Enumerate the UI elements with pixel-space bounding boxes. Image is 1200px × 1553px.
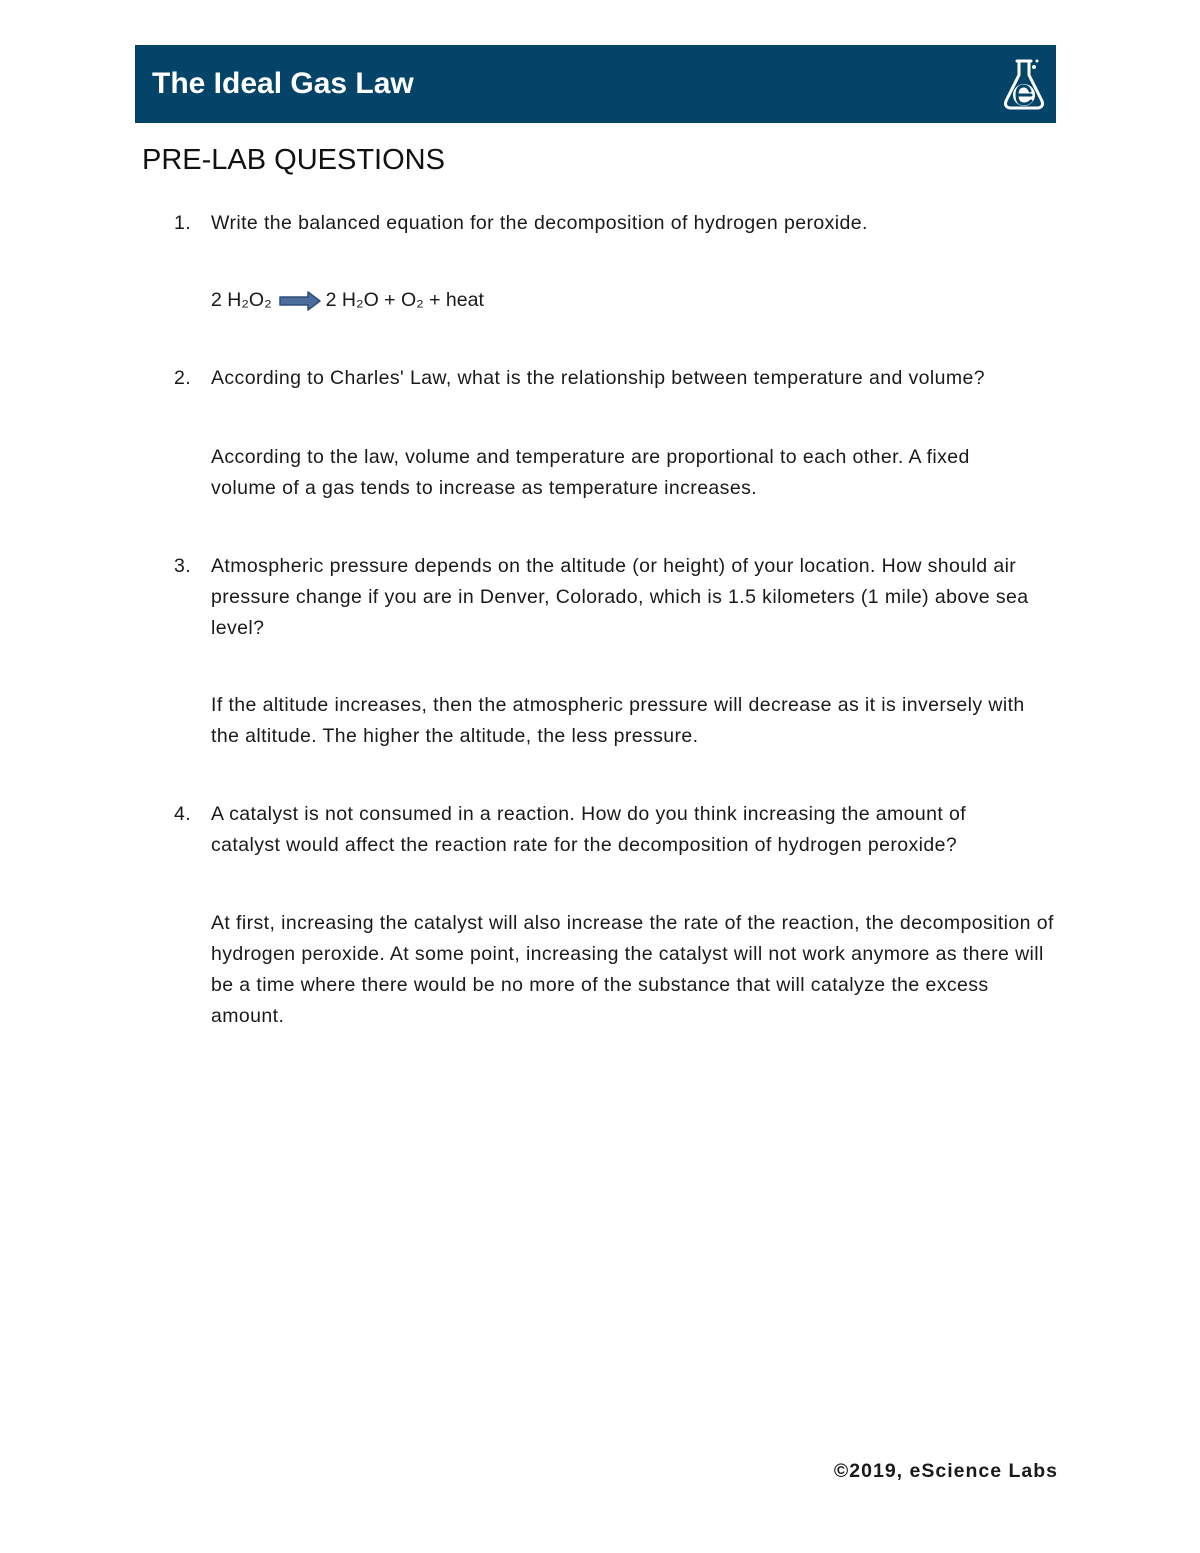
right-arrow-icon xyxy=(278,290,322,312)
flask-e-logo-icon xyxy=(1000,55,1048,115)
copyright-footer: ©2019, eScience Labs xyxy=(833,1460,1058,1482)
question-number: 1. xyxy=(174,212,192,234)
document-title: The Ideal Gas Law xyxy=(152,67,414,100)
question-text: Atmospheric pressure depends on the altitude (or height) of your location. How should air pressure change if you are in Denver, Colorado, which is 1.5 kilometers (1 mile) above sea level? xyxy=(211,555,1029,639)
question-text: A catalyst is not consumed in a reaction. How do you think increasing the amount of catalyst would affect the reaction rate for the decomposition of hydrogen peroxide? xyxy=(211,803,967,856)
question-text: Write the balanced equation for the decomposition of hydrogen peroxide. xyxy=(211,212,868,234)
answer-text: According to the law, volume and temperature are proportional to each other. A fixed volume of a gas tends to increase as temperature increases. xyxy=(211,446,970,499)
question-text: According to Charles' Law, what is the relationship between temperature and volume? xyxy=(211,367,986,389)
answer-text: If the altitude increases, then the atmospheric pressure will decrease as it is inversely with the altitude. The higher the altitude, the less pressure. xyxy=(211,694,1025,747)
equation-reactants: 2 H₂O₂ xyxy=(211,289,272,311)
question-number: 2. xyxy=(174,367,192,389)
balanced-equation xyxy=(211,285,484,316)
answer-text: At first, increasing the catalyst will also increase the rate of the reaction, the decomposition of hydrogen peroxide. At some point, increasing the catalyst will not work anymore as there will be a time where there would be no more of the substance that will catalyze the excess amount. xyxy=(211,912,1054,1027)
equation-products: 2 H₂O + O₂ + heat xyxy=(325,289,484,311)
question-number: 3. xyxy=(174,555,192,577)
question-number: 4. xyxy=(174,803,192,825)
section-heading: PRE-LAB QUESTIONS xyxy=(142,144,445,176)
header-bar xyxy=(135,45,1056,123)
